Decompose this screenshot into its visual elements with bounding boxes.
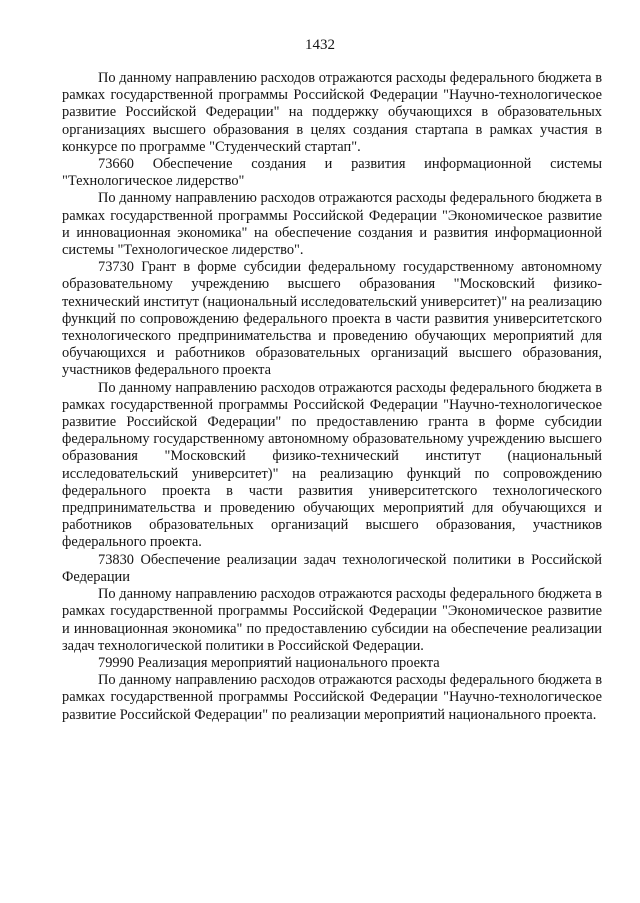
- paragraph-studencheskiy-startap: По данному направлению расходов отражаются расходы федерального бюджета в рамках государственной программы Российской Федерации "Научно-технологическое развитие Российской Федерации" на поддержку обучающихся в образовательных организациях высшего образования в целях создания стартапа в рамках участия в конкурсе по программе "Студенческий стартап".: [62, 70, 602, 155]
- document-body: [62, 70, 602, 724]
- paragraph-73830-description: По данному направлению расходов отражаются расходы федерального бюджета в рамках государственной программы Российской Федерации "Экономическое развитие и инновационная экономика" по предоставлению субсидии на обеспечение реализации задач технологической политики в Российской Федерации.: [62, 586, 602, 654]
- heading-73830: 73830 Обеспечение реализации задач технологической политики в Российской Федерации: [62, 551, 602, 585]
- heading-79990: 79990 Реализация мероприятий национального проекта: [98, 654, 440, 671]
- paragraph-73730-description: По данному направлению расходов отражаются расходы федерального бюджета в рамках государственной программы Российской Федерации "Научно-технологическое развитие Российской Федерации" по предоставлению гранта в форме субсидии федеральному государственному автономному образовательному учреждению высшего образования "Московский физико-технический институт (национальный исследовательский университет)" на реализацию функций по сопровождению федерального проекта в части развития университетского технологического предпринимательства и проведению обучающих мероприятий для обучающихся и работников образовательных организаций высшего образования, участников федерального проекта.: [62, 379, 602, 551]
- paragraph-73660-description: По данному направлению расходов отражаются расходы федерального бюджета в рамках государственной программы Российской Федерации "Экономическое развитие и инновационная экономика" на обеспечение создания и развития информационной системы "Технологическое лидерство".: [62, 190, 602, 259]
- page-number: 1432: [305, 37, 335, 53]
- heading-73660: 73660 Обеспечение создания и развития информационной системы "Технологическое лидерство": [62, 156, 602, 190]
- heading-73730: 73730 Грант в форме субсидии федеральному государственному автономному образовательному учреждению высшего образования "Московский физико-технический институт (национальный исследовательский университет)" на реализацию функций по сопровождению федерального проекта в части развития университетского технологического предпринимательства и проведению обучающих мероприятий для обучающихся и работников образовательных организаций высшего образования, участников федерального проекта: [62, 259, 602, 379]
- paragraph-79990-description: По данному направлению расходов отражаются расходы федерального бюджета в рамках государственной программы Российской Федерации "Научно-технологическое развитие Российской Федерации" по реализации мероприятий национального проекта.: [62, 672, 602, 723]
